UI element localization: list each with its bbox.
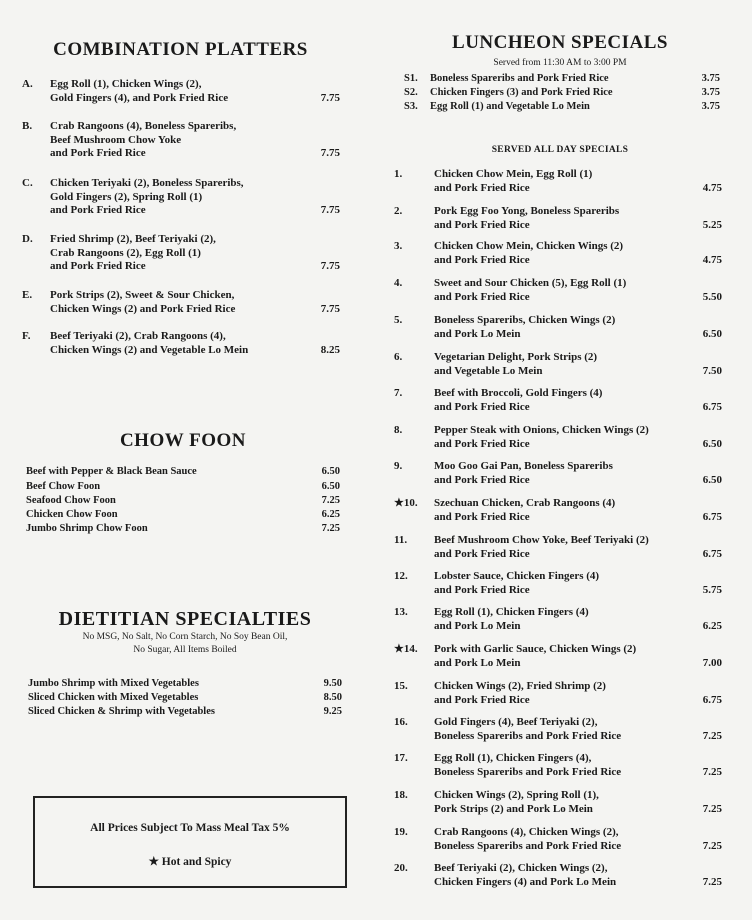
item-line: Chicken Wings (2), Spring Roll (1), bbox=[434, 789, 599, 801]
lunch-item bbox=[404, 100, 720, 113]
item-line: Beef Mushroom Chow Yoke bbox=[50, 133, 182, 146]
menu-item bbox=[394, 862, 722, 889]
item-line: and Pork Fried Rice bbox=[50, 260, 146, 272]
item-label: E. bbox=[22, 289, 33, 301]
item-line: Egg Roll (1), Chicken Wings (2), bbox=[50, 78, 202, 90]
item-price: 6.50 bbox=[702, 437, 722, 450]
item-price: 6.75 bbox=[702, 693, 722, 706]
item-line: Pork with Garlic Sauce, Chicken Wings (2) bbox=[434, 643, 637, 655]
item-price: 6.50 bbox=[702, 473, 722, 486]
item-line: Chicken Chow Mein, Egg Roll (1) bbox=[434, 168, 593, 180]
item-line: Beef Teriyaki (2), Crab Rangoons (4), bbox=[50, 330, 226, 342]
item-name: Chicken Chow Foon bbox=[26, 509, 118, 520]
item-label: ★10. bbox=[394, 497, 418, 509]
item-line: Lobster Sauce, Chicken Fingers (4) bbox=[434, 570, 600, 582]
item-line: and Pork Fried Rice bbox=[434, 400, 530, 413]
item-line: and Pork Fried Rice bbox=[434, 510, 530, 523]
item-label: 13. bbox=[394, 606, 408, 618]
item-price: 3.75 bbox=[701, 73, 720, 84]
item-price: 6.25 bbox=[321, 509, 340, 520]
item-label: ★14. bbox=[394, 643, 418, 655]
menu-item bbox=[394, 277, 722, 304]
item-price: 5.75 bbox=[702, 583, 722, 596]
item-label: 11. bbox=[394, 534, 408, 546]
dietitian-specialties-title: DIETITIAN SPECIALTIES bbox=[58, 608, 312, 630]
spicy-legend: ★ Hot and Spicy bbox=[148, 856, 232, 868]
item-line: Sweet and Sour Chicken (5), Egg Roll (1) bbox=[434, 277, 627, 289]
item-label: 17. bbox=[394, 752, 408, 764]
dietitian-item bbox=[28, 691, 342, 704]
item-line: and Pork Fried Rice bbox=[434, 583, 530, 596]
menu-item bbox=[394, 826, 722, 853]
item-label: F. bbox=[22, 330, 31, 342]
item-line: Gold Fingers (4), and Pork Fried Rice bbox=[50, 91, 229, 104]
menu-item bbox=[22, 289, 340, 316]
menu-item bbox=[394, 205, 722, 232]
item-line: and Pork Fried Rice bbox=[434, 693, 530, 706]
item-label: 4. bbox=[394, 277, 403, 289]
item-label: A. bbox=[22, 78, 33, 90]
item-price: 7.00 bbox=[702, 656, 722, 669]
item-price: 6.50 bbox=[321, 466, 340, 477]
item-price: 6.75 bbox=[702, 547, 722, 560]
item-price: 4.75 bbox=[702, 253, 722, 266]
item-label: 5. bbox=[394, 314, 403, 326]
menu-item bbox=[22, 78, 340, 105]
item-label: 16. bbox=[394, 716, 408, 728]
menu-item bbox=[22, 233, 340, 274]
item-line: Chicken Teriyaki (2), Boneless Spareribs, bbox=[50, 177, 244, 189]
item-line: Boneless Spareribs and Pork Fried Rice bbox=[434, 729, 622, 742]
item-line: Beef with Broccoli, Gold Fingers (4) bbox=[434, 387, 603, 399]
item-label: 9. bbox=[394, 460, 403, 472]
menu-item bbox=[394, 570, 722, 597]
luncheon-specials-title: LUNCHEON SPECIALS bbox=[452, 32, 668, 53]
item-name: Sliced Chicken with Mixed Vegetables bbox=[28, 692, 199, 703]
item-name: Beef Chow Foon bbox=[26, 481, 101, 492]
item-price: 3.75 bbox=[701, 101, 720, 112]
item-name: Jumbo Shrimp with Mixed Vegetables bbox=[28, 678, 199, 689]
item-line: Szechuan Chicken, Crab Rangoons (4) bbox=[434, 497, 616, 509]
footer-box bbox=[33, 796, 347, 888]
item-name: Sliced Chicken & Shrimp with Vegetables bbox=[28, 706, 215, 717]
item-name: Beef with Pepper & Black Bean Sauce bbox=[26, 466, 197, 477]
item-line: Beef Mushroom Chow Yoke, Beef Teriyaki (2) bbox=[434, 534, 649, 546]
item-label: 7. bbox=[394, 387, 403, 399]
item-price: 7.25 bbox=[702, 729, 722, 742]
item-line: and Pork Fried Rice bbox=[434, 253, 530, 266]
item-line: Boneless Spareribs and Pork Fried Rice bbox=[434, 765, 622, 778]
menu-item bbox=[394, 752, 722, 779]
item-label: S1. bbox=[404, 73, 418, 84]
chow-foon-item bbox=[26, 522, 340, 535]
tax-notice: All Prices Subject To Mass Meal Tax 5% bbox=[90, 822, 290, 834]
item-name: Seafood Chow Foon bbox=[26, 495, 116, 506]
item-line: Gold Fingers (2), Spring Roll (1) bbox=[50, 190, 203, 203]
lunch-item bbox=[404, 86, 720, 99]
item-line: and Pork Fried Rice bbox=[434, 547, 530, 560]
item-price: 6.25 bbox=[702, 619, 722, 632]
menu-item bbox=[394, 680, 722, 707]
item-line: Pork Egg Foo Yong, Boneless Spareribs bbox=[434, 205, 620, 217]
item-price: 6.75 bbox=[702, 510, 722, 523]
item-label: 2. bbox=[394, 205, 403, 217]
all-day-title: SERVED ALL DAY SPECIALS bbox=[491, 145, 629, 155]
item-label: 15. bbox=[394, 680, 408, 692]
lunch-item bbox=[404, 72, 720, 85]
item-line: Chicken Wings (2) and Vegetable Lo Mein bbox=[50, 343, 249, 356]
menu-item bbox=[394, 643, 722, 670]
item-price: 7.75 bbox=[320, 91, 340, 104]
item-name: Egg Roll (1) and Vegetable Lo Mein bbox=[430, 101, 590, 112]
item-line: Crab Rangoons (4), Boneless Spareribs, bbox=[50, 120, 237, 132]
item-line: and Pork Lo Mein bbox=[434, 619, 521, 632]
item-label: D. bbox=[22, 233, 33, 245]
item-label: C. bbox=[22, 177, 33, 189]
item-line: Chicken Chow Mein, Chicken Wings (2) bbox=[434, 240, 624, 252]
item-price: 5.25 bbox=[702, 218, 722, 231]
item-line: Egg Roll (1), Chicken Fingers (4), bbox=[434, 752, 592, 764]
item-price: 7.25 bbox=[321, 495, 340, 506]
item-line: and Vegetable Lo Mein bbox=[434, 364, 543, 377]
item-label: 6. bbox=[394, 351, 403, 363]
item-line: Chicken Wings (2) and Pork Fried Rice bbox=[50, 302, 236, 315]
item-price: 8.50 bbox=[323, 692, 342, 703]
menu-item bbox=[394, 314, 722, 341]
combination-platters-title: COMBINATION PLATTERS bbox=[53, 39, 308, 60]
menu-item bbox=[394, 424, 722, 451]
item-line: Boneless Spareribs and Pork Fried Rice bbox=[434, 839, 622, 852]
dietitian-note-1: No MSG, No Salt, No Corn Starch, No Soy Bean Oil, bbox=[82, 632, 288, 642]
item-line: and Pork Fried Rice bbox=[50, 204, 146, 216]
item-price: 7.25 bbox=[321, 523, 340, 534]
item-line: Chicken Wings (2), Fried Shrimp (2) bbox=[434, 680, 606, 692]
dietitian-item bbox=[28, 677, 342, 690]
item-price: 3.75 bbox=[701, 87, 720, 98]
item-price: 6.75 bbox=[702, 400, 722, 413]
item-line: Boneless Spareribs, Chicken Wings (2) bbox=[434, 314, 616, 326]
menu-item bbox=[394, 460, 722, 487]
item-line: Gold Fingers (4), Beef Teriyaki (2), bbox=[434, 716, 598, 728]
item-line: and Pork Fried Rice bbox=[434, 473, 530, 486]
menu-item bbox=[394, 606, 722, 633]
item-label: 20. bbox=[394, 862, 408, 874]
item-price: 7.25 bbox=[702, 765, 722, 778]
item-line: Chicken Fingers (4) and Pork Lo Mein bbox=[434, 875, 617, 888]
menu-item bbox=[22, 330, 340, 357]
item-price: 7.50 bbox=[702, 364, 722, 377]
item-line: and Pork Fried Rice bbox=[434, 218, 530, 231]
item-name: Boneless Spareribs and Pork Fried Rice bbox=[430, 73, 609, 84]
item-price: 7.25 bbox=[702, 875, 722, 888]
item-price: 7.75 bbox=[320, 147, 340, 159]
item-line: Pork Strips (2) and Pork Lo Mein bbox=[434, 802, 593, 815]
menu-item bbox=[394, 351, 722, 378]
item-price: 5.50 bbox=[702, 290, 722, 303]
item-price: 6.50 bbox=[321, 481, 340, 492]
item-label: 18. bbox=[394, 789, 408, 801]
item-price: 4.75 bbox=[702, 181, 722, 194]
item-label: 19. bbox=[394, 826, 408, 838]
chow-foon-item bbox=[26, 494, 340, 507]
chow-foon-item bbox=[26, 508, 340, 521]
item-price: 7.25 bbox=[702, 839, 722, 852]
item-line: and Pork Lo Mein bbox=[434, 327, 521, 340]
chow-foon-item bbox=[26, 480, 340, 493]
item-line: and Pork Fried Rice bbox=[50, 147, 146, 159]
item-label: S2. bbox=[404, 87, 418, 98]
item-line: Crab Rangoons (4), Chicken Wings (2), bbox=[434, 826, 619, 838]
menu-item bbox=[394, 168, 722, 195]
item-line: Vegetarian Delight, Pork Strips (2) bbox=[434, 351, 598, 363]
item-line: Moo Goo Gai Pan, Boneless Spareribs bbox=[434, 460, 613, 472]
menu-item bbox=[22, 177, 340, 218]
item-line: and Pork Lo Mein bbox=[434, 656, 521, 669]
chow-foon-title: CHOW FOON bbox=[119, 430, 247, 451]
item-price: 6.50 bbox=[702, 327, 722, 340]
menu-item bbox=[394, 387, 722, 414]
item-line: and Pork Fried Rice bbox=[434, 437, 530, 450]
item-label: 3. bbox=[394, 240, 403, 252]
item-price: 8.25 bbox=[320, 343, 340, 356]
item-line: Egg Roll (1), Chicken Fingers (4) bbox=[434, 606, 589, 618]
item-line: Beef Teriyaki (2), Chicken Wings (2), bbox=[434, 862, 608, 874]
item-price: 7.75 bbox=[320, 204, 340, 216]
item-line: Crab Rangoons (2), Egg Roll (1) bbox=[50, 246, 201, 259]
menu-item bbox=[22, 120, 340, 161]
item-label: 1. bbox=[394, 168, 403, 180]
item-line: and Pork Fried Rice bbox=[434, 290, 530, 303]
item-label: S3. bbox=[404, 101, 418, 112]
item-name: Chicken Fingers (3) and Pork Fried Rice bbox=[430, 87, 613, 98]
menu-item bbox=[394, 534, 722, 561]
item-price: 7.75 bbox=[320, 302, 340, 315]
menu-item bbox=[394, 497, 722, 524]
item-line: Pepper Steak with Onions, Chicken Wings (2) bbox=[434, 424, 649, 436]
item-name: Jumbo Shrimp Chow Foon bbox=[26, 523, 148, 534]
item-price: 9.25 bbox=[323, 706, 342, 717]
dietitian-item bbox=[28, 705, 342, 718]
dietitian-note-2: No Sugar, All Items Boiled bbox=[133, 645, 237, 655]
item-price: 7.75 bbox=[320, 260, 340, 272]
menu-item bbox=[394, 240, 722, 267]
item-label: 12. bbox=[394, 570, 408, 582]
item-price: 7.25 bbox=[702, 802, 722, 815]
item-line: Fried Shrimp (2), Beef Teriyaki (2), bbox=[50, 233, 216, 245]
item-line: and Pork Fried Rice bbox=[434, 181, 530, 194]
chow-foon-item bbox=[26, 465, 340, 478]
item-label: B. bbox=[22, 120, 33, 132]
menu-item bbox=[394, 716, 722, 743]
item-price: 9.50 bbox=[323, 678, 342, 689]
item-label: 8. bbox=[394, 424, 403, 436]
menu-item bbox=[394, 789, 722, 816]
item-line: Pork Strips (2), Sweet & Sour Chicken, bbox=[50, 289, 235, 301]
luncheon-hours: Served from 11:30 AM to 3:00 PM bbox=[493, 58, 627, 68]
